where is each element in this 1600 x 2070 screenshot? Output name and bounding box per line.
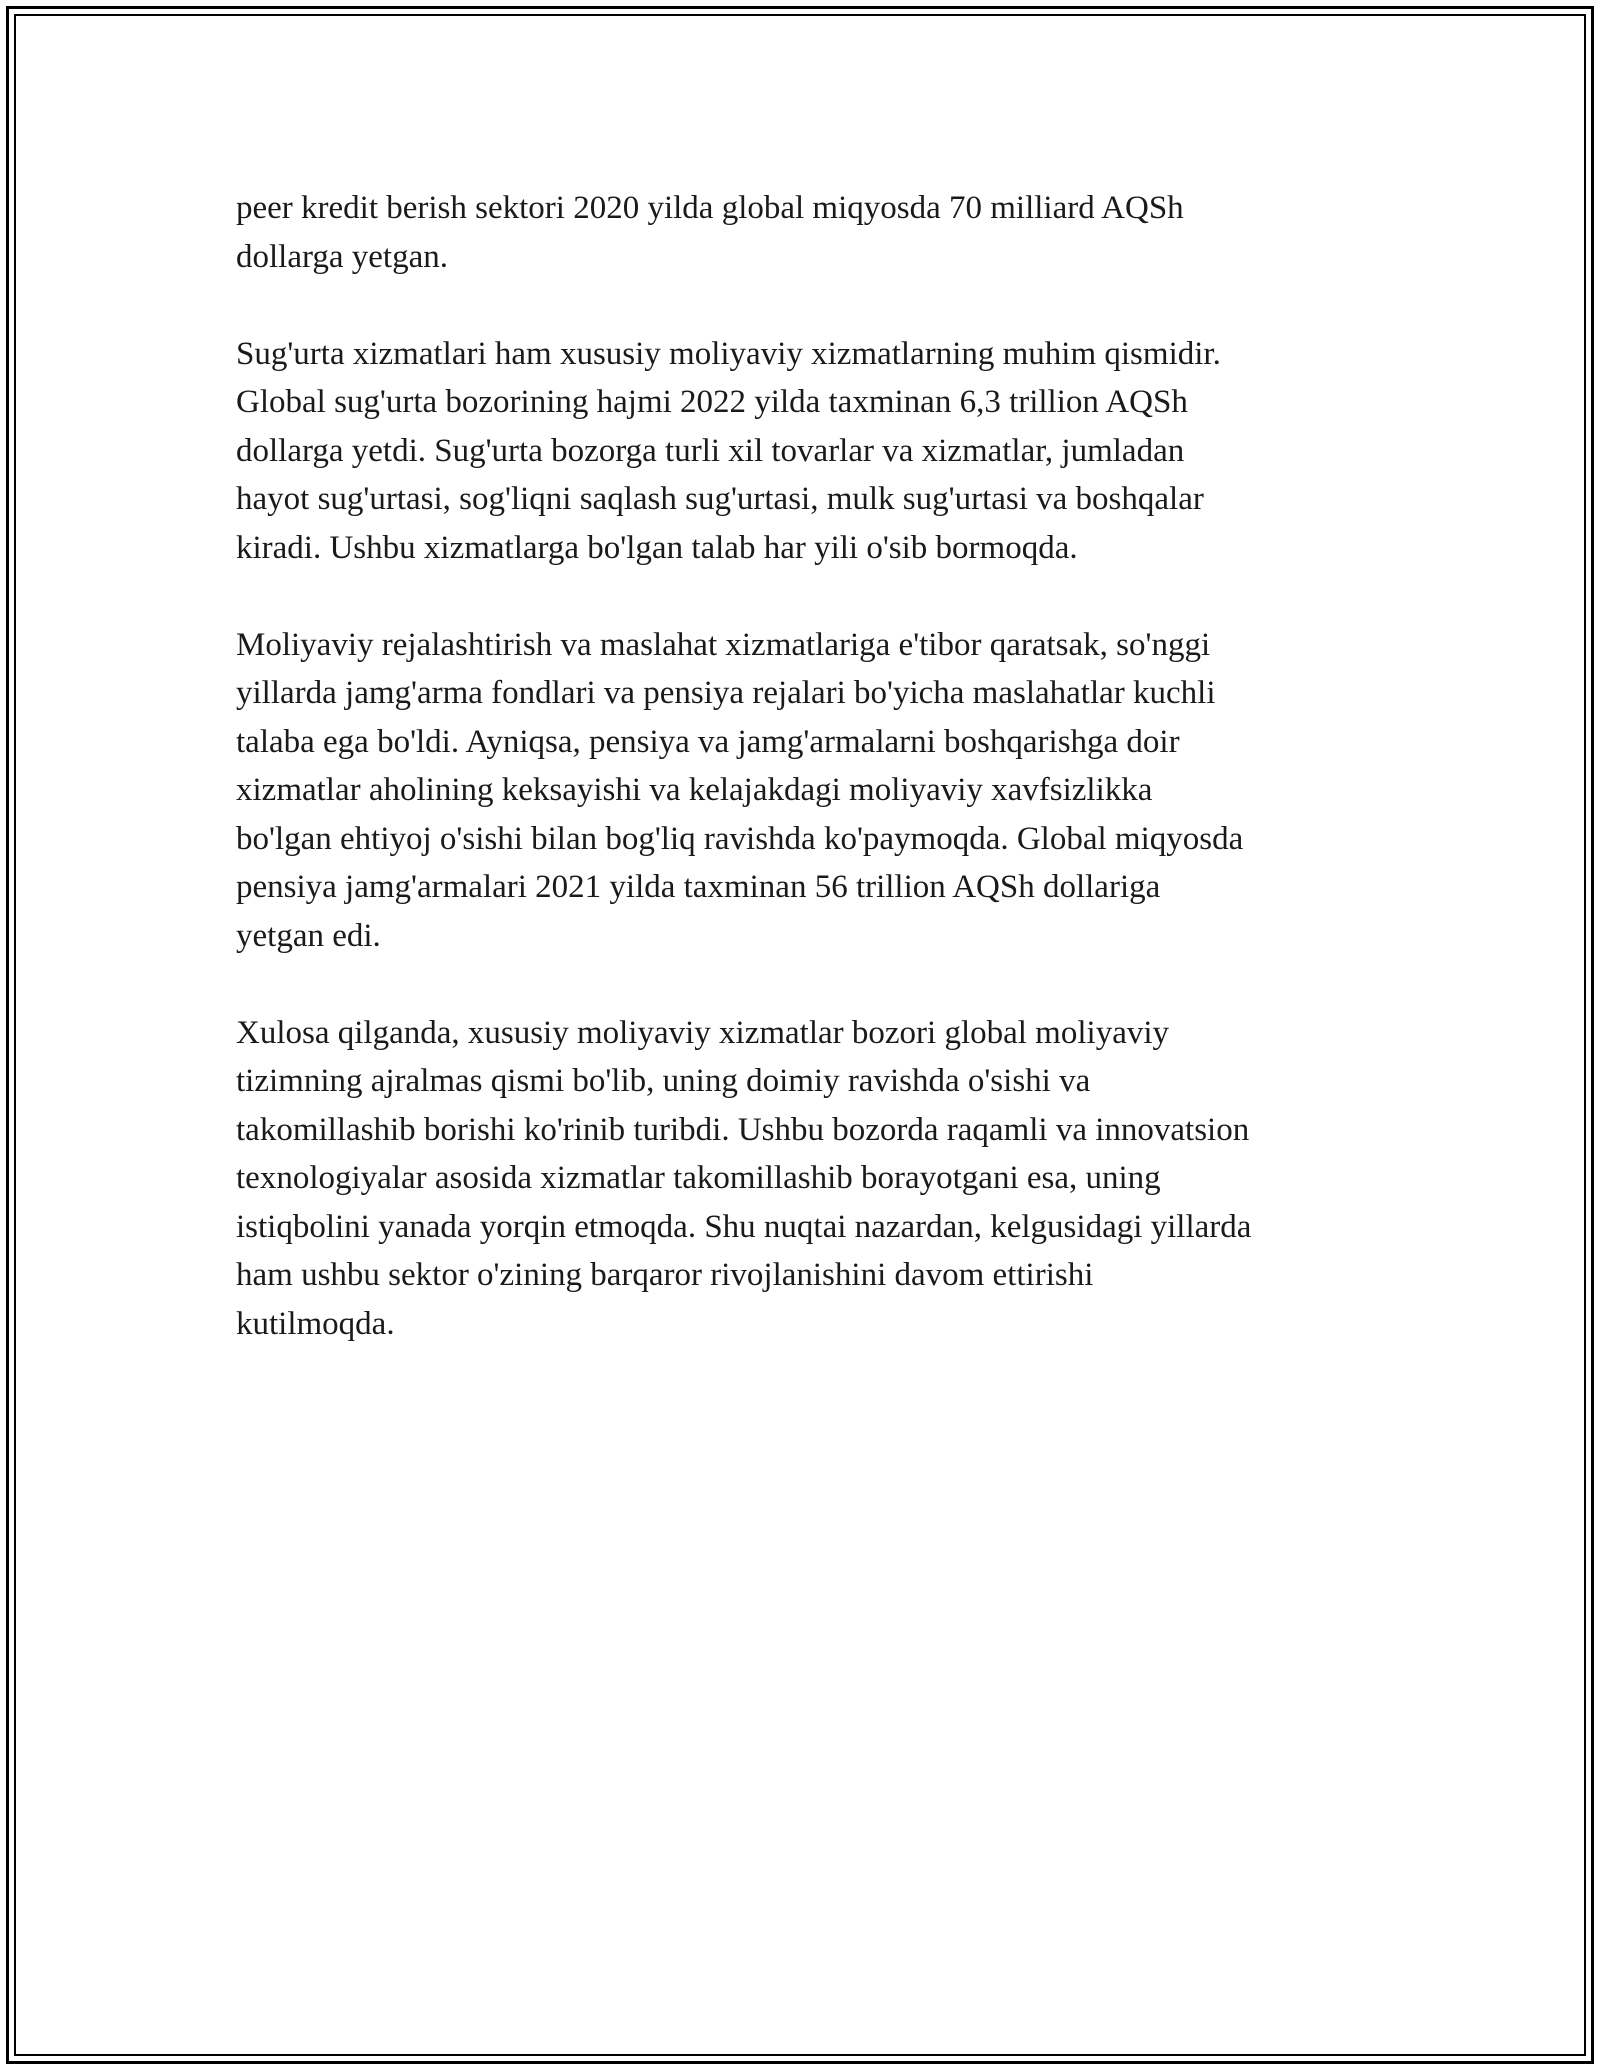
document-body xyxy=(236,184,1386,1397)
paragraph-p2p-lending: peer kredit berish sektori 2020 yilda global miqyosda 70 milliard AQSh dollarga yetgan. xyxy=(236,190,1184,275)
paragraph-conclusion: Xulosa qilganda, xususiy moliyaviy xizmatlar bozori global moliyaviy tizimning ajralmas qismi bo'lib, uning doimiy ravishda o'sishi va takomillashib borishi ko'rinib turibdi. Ushbu bozorda raqamli va innovatsion texnologiyalar asosida xizmatlar takomillashib borayotgani esa, uning istiqbolini yanada yorqin etmoqda. Shu nuqtai nazardan, kelgusidagi yillarda ham ushbu sektor o'zining barqaror rivojlanishini davom ettirishi kutilmoqda. xyxy=(236,1014,1252,1342)
paragraph-insurance: Sug'urta xizmatlari ham xususiy moliyaviy xizmatlarning muhim qismidir. Global sug'urta bozorining hajmi 2022 yilda taxminan 6,3 trillion AQSh dollarga yetdi. Sug'urta bozorga turli xil tovarlar va xizmatlar, jumladan hayot sug'urtasi, sog'liqni saqlash sug'urtasi, mulk sug'urtasi va boshqalar kiradi. Ushbu xizmatlarga bo'lgan talab har yili o'sib bormoqda. xyxy=(236,335,1221,566)
paragraph-financial-planning: Moliyaviy rejalashtirish va maslahat xizmatlariga e'tibor qaratsak, so'nggi yillarda jamg'arma fondlari va pensiya rejalari bo'yicha maslahatlar kuchli talaba ega bo'ldi. Ayniqsa, pensiya va jamg'armalarni boshqarishga doir xizmatlar aholining keksayishi va kelajakdagi moliyaviy xavfsizlikka bo'lgan ehtiyoj o'sishi bilan bog'liq ravishda ko'paymoqda. Global miqyosda pensiya jamg'armalari 2021 yilda taxminan 56 trillion AQSh dollariga yetgan edi. xyxy=(236,626,1244,954)
